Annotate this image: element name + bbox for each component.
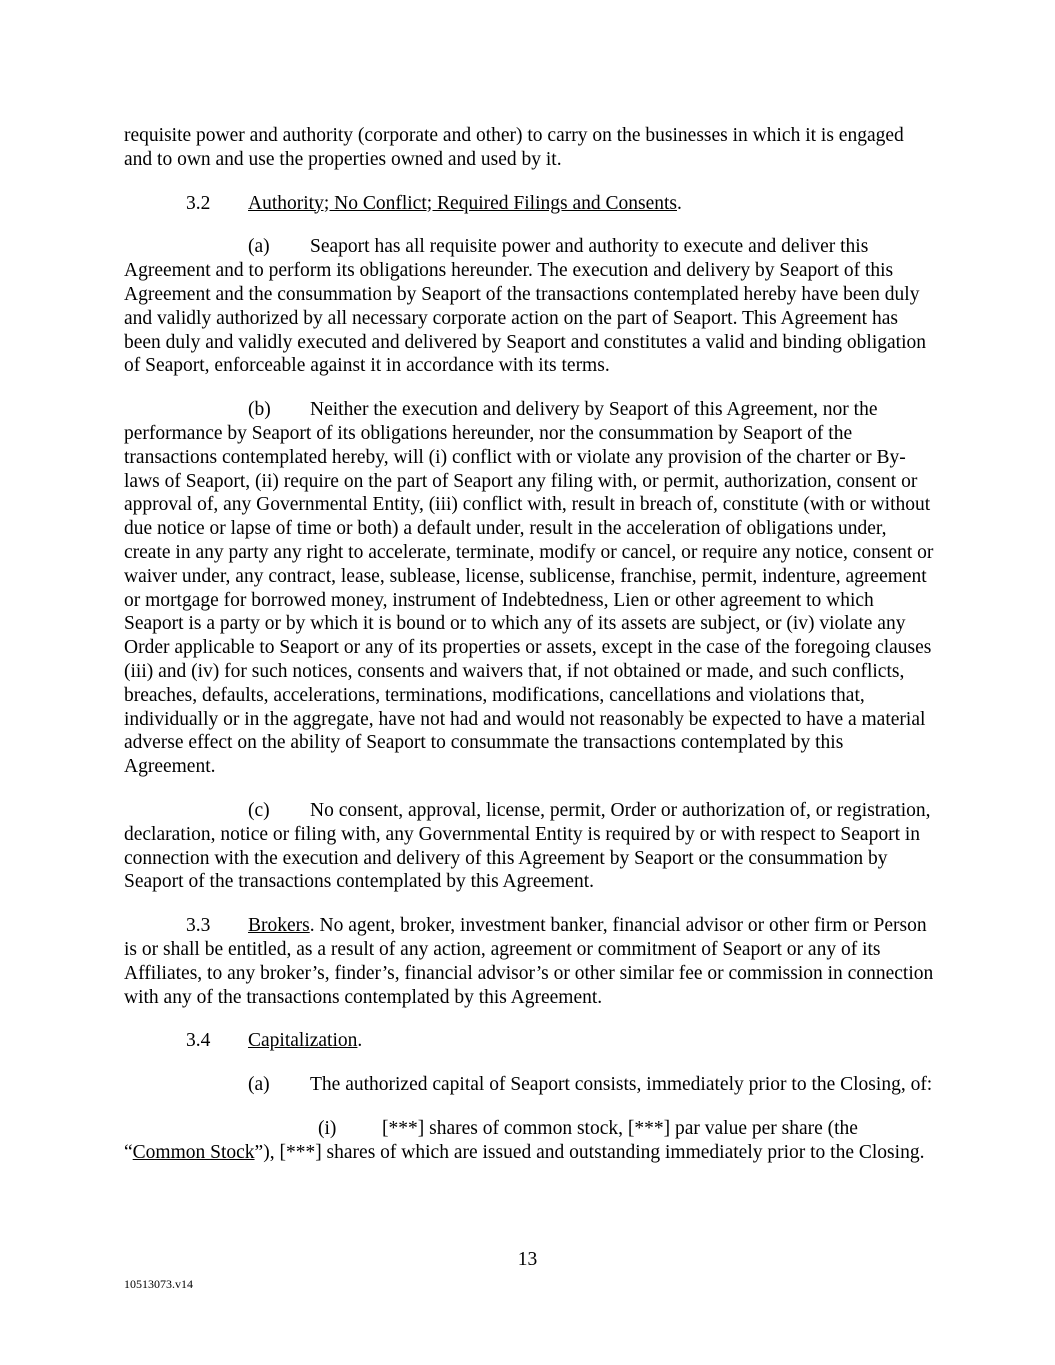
defined-term: Common Stock <box>132 1141 255 1163</box>
section-title: Authority; No Conflict; Required Filings and Consents <box>248 192 677 214</box>
section-title: Brokers <box>248 915 310 937</box>
section-number: 3.4 <box>186 1030 211 1052</box>
section-3-2-a <box>124 235 936 378</box>
section-3-4-a <box>124 1073 936 1097</box>
clause-label: (c) <box>248 799 270 821</box>
section-title: Capitalization <box>248 1030 358 1052</box>
clause-label: (b) <box>248 399 271 421</box>
document-body <box>124 124 936 1184</box>
document-id: 10513073.v14 <box>124 1277 193 1291</box>
section-3-4-a-i: (i) [***] shares of common stock, [***] par value per share (the “Common Stock”), [***] shares of which are issued and outstanding immediately prior to the Closing. <box>124 1117 925 1163</box>
section-3-2-heading: 3.2 Authority; No Conflict; Required Filings and Consents. <box>186 192 682 214</box>
section-text: . No agent, broker, investment banker, financial advisor or other firm or Person is or shall be entitled, as a result of any action, agreement or commitment of Seaport or any of its Affiliates, to any broker’s, finder’s, financial advisor’s or other similar fee or commission in connection with any of the transactions contemplated by this Agreement. <box>124 915 934 1008</box>
clause-label: (i) <box>318 1117 337 1139</box>
clause-label: (a) <box>248 1074 270 1096</box>
section-3-3 <box>124 914 936 1009</box>
clause-label: (a) <box>248 236 270 258</box>
clause-text: Seaport has all requisite power and authority to execute and deliver this Agreement and to perform its obligations hereunder. The execution and delivery by Seaport of this Agreement and the consummation by Seaport of the transactions contemplated hereby have been duly and validly authorized by all necessary corporate action on the part of Seaport. This Agreement has been duly and validly executed and delivered by Seaport and constitutes a valid and binding obligation of Seaport, enforceable against it in accordance with its terms. <box>124 236 926 377</box>
continuation-paragraph: requisite power and authority (corporate and other) to carry on the businesses in which it is engaged and to own and use the properties owned and used by it. <box>124 125 904 170</box>
section-3-2-c <box>124 799 936 894</box>
section-number: 3.2 <box>186 192 211 214</box>
clause-text: No consent, approval, license, permit, Order or authorization of, or registration, declaration, notice or filing with, any Governmental Entity is required by or with respect to Seaport in connection with the execution and delivery of this Agreement by Seaport or the consummation by Seaport of the transactions contemplated by this Agreement. <box>124 799 931 893</box>
section-3-4-heading: 3.4 Capitalization. <box>186 1030 363 1052</box>
section-number: 3.3 <box>186 915 211 937</box>
page-number: 13 <box>517 1249 538 1270</box>
clause-text: The authorized capital of Seaport consists, immediately prior to the Closing, of: <box>310 1074 933 1096</box>
clause-text: Neither the execution and delivery by Seaport of this Agreement, nor the performance by Seaport of its obligations hereunder, nor the consummation by Seaport of the transactions contemplated hereby, will (i) conflict with or violate any provision of the charter or By-laws of Seaport, (ii) require on the part of Seaport any filing with, or permit, authorization, consent or approval of, any Governmental Entity, (iii) conflict with, result in breach of, constitute (with or without due notice or lapse of time or both) a default under, result in the acceleration of obligations under, create in any party any right to accelerate, terminate, modify or cancel, or require any notice, consent or waiver under, any contract, lease, sublease, license, sublicense, franchise, permit, indenture, agreement or mortgage for borrowed money, instrument of Indebtedness, Lien or other agreement to which Seaport is a party or by which it is bound or to which any of its assets are subject, or (iv) violate any Order applicable to Seaport or any of its properties or assets, except in the case of the foregoing clauses (iii) and (iv) for such notices, consents and waivers that, if not obtained or made, and such conflicts, breaches, defaults, accelerations, terminations, modifications, cancellations and violations that, individually or in the aggregate, have not had and would not reasonably be expected to have a material adverse effect on the ability of Seaport to consummate the transactions contemplated by this Agreement. <box>124 399 934 778</box>
section-3-2-b <box>124 398 936 779</box>
